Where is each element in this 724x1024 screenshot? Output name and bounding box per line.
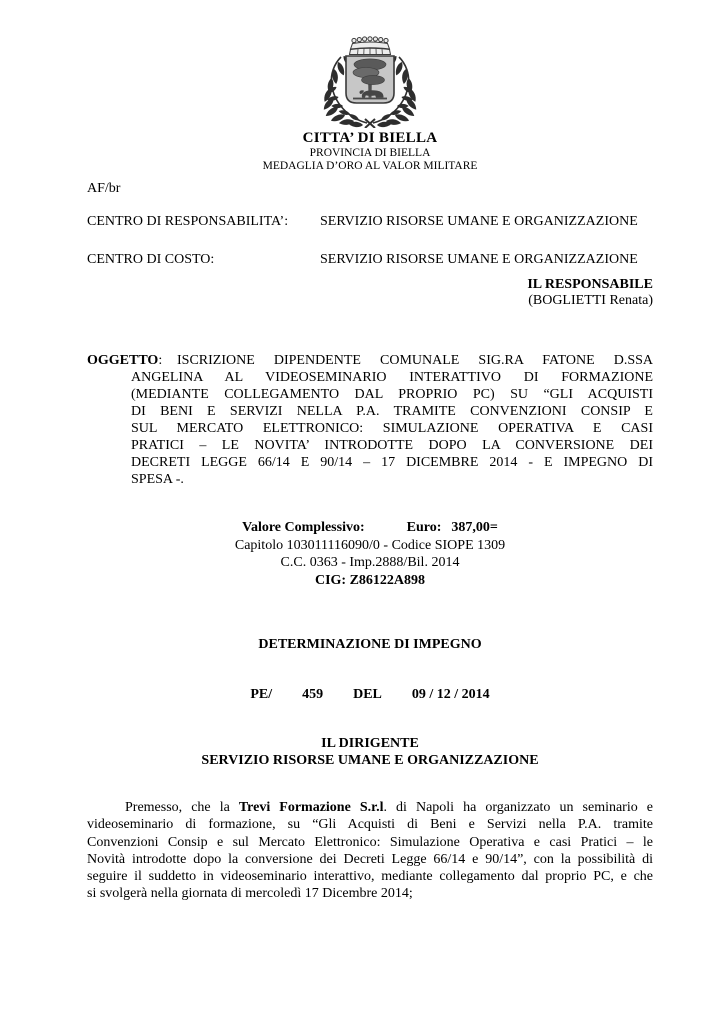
subject-line: DI BENI E SERVIZI NELLA P.A. TRAMITE CONVENZIONI CONSIP E: [131, 404, 653, 419]
field-value-cost-center: SERVIZIO RISORSE UMANE E ORGANIZZAZIONE: [320, 252, 638, 267]
premise-line: si svolgerà nella giornata di mercoledì 17 Dicembre 2014;: [87, 886, 413, 902]
determination-title: DETERMINAZIONE DI IMPEGNO: [258, 637, 482, 652]
responsible-name: (BOGLIETTI Renata): [528, 293, 653, 308]
responsible-title: IL RESPONSABILE: [527, 277, 653, 292]
field-row-responsibility: [87, 213, 653, 230]
director-role: IL DIRIGENTE: [321, 736, 419, 751]
subject-label-colon: :: [158, 353, 163, 368]
subject-line: ISCRIZIONE DIPENDENTE COMUNALE SIG.RA FATONE D.SSA: [177, 353, 653, 368]
pe-number: 459: [302, 687, 324, 702]
value-currency-label: Euro:: [406, 520, 442, 535]
premise-line: videoseminario di formazione, su “Gli Acquisti di Beni e Servizi nella P.A. tramite: [87, 817, 653, 833]
value-cc-line: C.C. 0363 - Imp.2888/Bil. 2014: [280, 555, 460, 570]
value-cig-line: CIG: Z86122A898: [314, 572, 426, 588]
value-amount: 387,00=: [451, 520, 498, 535]
responsible-block: [87, 277, 653, 309]
subject-label-text: OGGETTO: [87, 353, 159, 368]
premise-line: Novità introdotte dopo la conversione dei Decreti Legge 66/14 e 90/14”, con la possibilità di: [87, 851, 653, 867]
premise-text-pre: Premesso, che la: [125, 800, 239, 815]
subject-line: SPESA -.: [131, 472, 184, 487]
subject-line: PRATICI – LE NOVITA’ INTRODOTTE DOPO LA CONVERSIONE DEI: [131, 438, 653, 453]
header-province: PROVINCIA DI BIELLA: [309, 147, 431, 159]
premise-paragraph: [87, 799, 653, 903]
value-total-label: Valore Complessivo:: [242, 520, 365, 535]
premise-line: [87, 799, 653, 816]
subject-line: (MEDIANTE COLLEGAMENTO DAL PROPRIO PC) SU “GLI ACQUISTI: [131, 387, 653, 402]
subject-line: SUL MERCATO ELETTRONICO: SIMULAZIONE OPERATIVA E CASI: [131, 421, 653, 436]
determination-number-line: [87, 687, 653, 703]
header-city-title: CITTA’ DI BIELLA: [302, 130, 438, 146]
subject-line: ANGELINA AL VIDEOSEMINARIO INTERATTIVO DI FORMAZIONE: [131, 370, 653, 385]
value-chapter-line: Capitolo 103011116090/0 - Codice SIOPE 1309: [234, 537, 506, 553]
field-value-responsibility: SERVIZIO RISORSE UMANE E ORGANIZZAZIONE: [320, 214, 638, 229]
premise-text-post: . di Napoli ha organizzato un seminario e: [383, 800, 654, 815]
biella-coat-of-arms-icon: [317, 36, 423, 128]
reference-initials: AF/br: [87, 181, 121, 196]
director-block: [87, 735, 653, 769]
coat-of-arms: [317, 36, 423, 128]
premise-line: Convenzioni Consip e sul Mercato Elettronico: Simulazione Operativa e casi Pratici – le: [87, 834, 653, 850]
premise-line: seguire il suddetto in videoseminario interattivo, mediante collegamento dal proprio PC, e che: [87, 869, 653, 885]
value-total-line: [87, 519, 653, 537]
pe-del-label: DEL: [353, 687, 382, 702]
pe-prefix: PE/: [250, 687, 273, 702]
premise-company-name: Trevi Formazione S.r.l: [238, 800, 384, 815]
field-row-cost-center: [87, 251, 653, 268]
subject-line: DECRETI LEGGE 66/14 E 90/14 – 17 DICEMBRE 2014 - E IMPEGNO DI: [131, 455, 653, 470]
field-label-responsibility: CENTRO DI RESPONSABILITA’:: [87, 214, 289, 229]
pe-date: 09 / 12 / 2014: [411, 687, 490, 702]
subject-label: [87, 352, 162, 369]
value-block: [87, 519, 653, 589]
header-motto: MEDAGLIA D’ORO AL VALOR MILITARE: [262, 160, 478, 172]
field-label-cost-center: CENTRO DI COSTO:: [87, 252, 215, 267]
director-service: SERVIZIO RISORSE UMANE E ORGANIZZAZIONE: [201, 753, 539, 768]
subject-block: [87, 352, 653, 488]
